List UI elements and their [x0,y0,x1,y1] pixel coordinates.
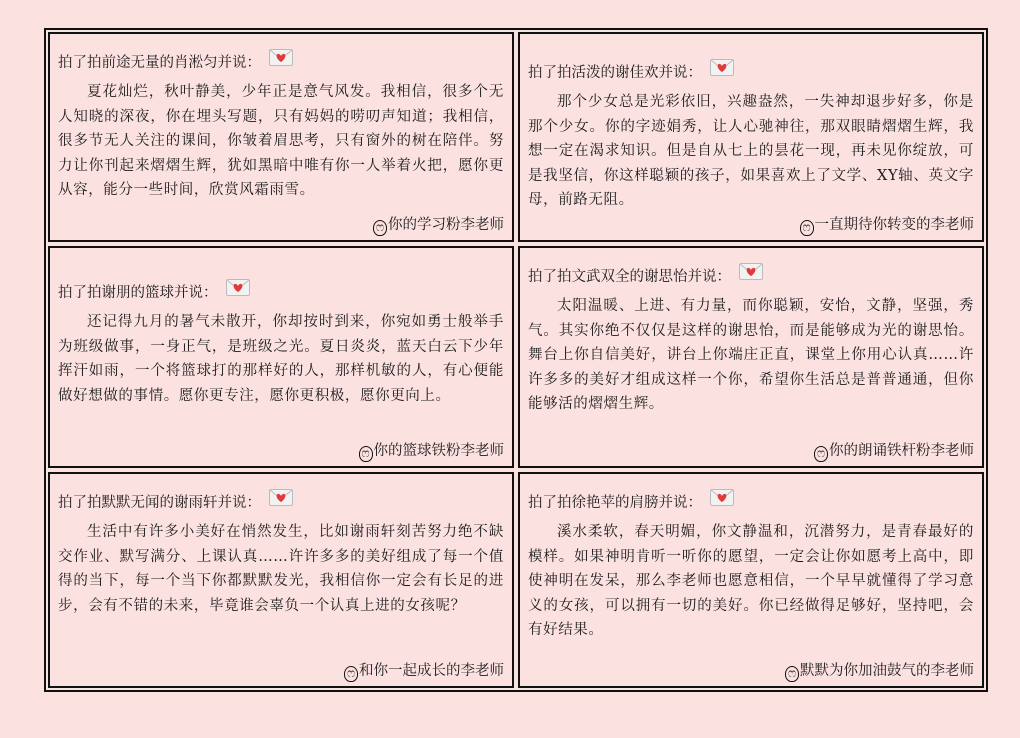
signature-text: 你的朗诵铁杆粉李老师 [829,443,974,459]
card-signature [800,214,975,236]
love-letter-icon [226,279,250,296]
card-xie-siyi [518,246,984,468]
heart-outline-icon: ෆ [785,666,799,682]
heading-text: 拍了拍文武双全的谢思怡并说： [528,269,731,285]
card-signature [814,440,974,462]
card-heading [528,62,974,84]
card-signature [359,440,505,462]
heart-outline-icon: ෆ [373,220,387,236]
love-letter-icon [710,59,734,76]
card-xie-yuxuan [48,472,514,688]
card-message: 那个少女总是光彩依旧，兴趣盎然，一失神却退步好多，你是那个少女。你的字迹娟秀，让人心驰神往，那双眼睛熠熠生辉，我想一定在渴求知识。但是自从七上的昙花一现，再未见你绽放，可是我坚信，你这样聪颖的孩子，如果喜欢上了文学、XY轴、英文字母，前路无阻。 [528,94,974,208]
love-letter-icon [739,263,763,280]
heading-text: 拍了拍谢朋的篮球并说： [58,285,218,301]
signature-text: 和你一起成长的李老师 [359,663,504,679]
card-xiao-songyun [48,32,514,242]
heading-text: 拍了拍默默无闻的谢雨轩并说： [58,495,261,511]
heart-outline-icon: ෆ [814,446,828,462]
card-xie-peng [48,246,514,468]
card-message: 夏花灿烂，秋叶静美，少年正是意气风发。我相信，很多个无人知晓的深夜，你在埋头写题，只有妈妈的唠叨声知道；我相信，很多节无人关注的课间，你皱着眉思考，只有窗外的树在陪伴。努力让你刊起来熠熠生辉，犹如黑暗中唯有你一人举着火把，愿你更从容，能分一些时间，欣赏风霜雨雪。 [58,84,504,198]
love-letter-icon [269,489,293,506]
card-signature [344,660,504,682]
card-xu-yanping [518,472,984,688]
signature-text: 你的篮球铁粉李老师 [373,443,504,459]
card-message: 生活中有许多小美好在悄然发生，比如谢雨轩刻苦努力绝不缺交作业、默写满分、上课认真……许许多多的美好组成了每一个值得的当下，每一个当下你都默默发光，我相信你一定会有长足的进步，会有不错的未来，毕竟谁会辜负一个认真上进的女孩呢？ [58,524,504,614]
card-heading [58,52,504,74]
heart-outline-icon: ෆ [344,666,358,682]
card-heading [528,266,974,288]
card-heading [528,492,974,514]
heading-text: 拍了拍徐艳苹的肩膀并说： [528,495,702,511]
heart-outline-icon: ෆ [800,220,814,236]
card-signature [785,660,974,682]
heart-outline-icon: ෆ [359,446,373,462]
card-message: 还记得九月的暑气未散开，你却按时到来，你宛如勇士般举手为班级做事，一身正气，是班级之光。夏日炎炎，蓝天白云下少年挥汗如雨，一个将篮球打的那样好的人，那样机敏的人，有心便能做好想做的事情。愿你更专注，愿你更积极，愿你更向上。 [58,314,504,404]
card-signature [373,214,504,236]
card-grid [44,28,988,692]
signature-text: 默默为你加油鼓气的李老师 [800,663,974,679]
heading-text: 拍了拍前途无量的肖淞匀并说： [58,55,261,71]
heading-text: 拍了拍活泼的谢佳欢并说： [528,65,702,81]
signature-text: 一直期待你转变的李老师 [814,217,974,233]
card-message: 太阳温暖、上进、有力量，而你聪颖，安怡，文静，坚强，秀气。其实你绝不仅仅是这样的谢思怡，而是能够成为光的谢思怡。舞台上你自信美好，讲台上你端庄正直，课堂上你用心认真……许许多多的美好才组成这样一个你，希望你生活总是普普通通，但你能够活的熠熠生辉。 [528,298,974,412]
card-heading [58,282,504,304]
card-xie-jiahuan [518,32,984,242]
love-letter-icon [710,489,734,506]
card-message: 溪水柔软，春天明媚，你文静温和，沉潜努力，是青春最好的模样。如果神明肯听一听你的愿望，一定会让你如愿考上高中，即使神明在发呆，那么李老师也愿意相信，一个早早就懂得了学习意义的女孩，可以拥有一切的美好。你已经做得足够好，坚持吧，会有好结果。 [528,524,974,638]
card-heading [58,492,504,514]
love-letter-icon [269,49,293,66]
signature-text: 你的学习粉李老师 [388,217,504,233]
